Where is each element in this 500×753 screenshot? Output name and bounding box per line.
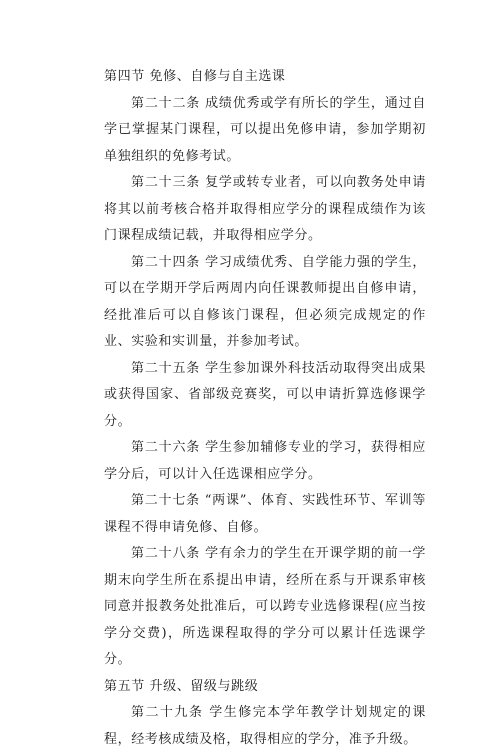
section-5-heading: 第五节 升级、留级与跳级: [104, 678, 259, 694]
document-body: [104, 64, 426, 753]
article-28: 第二十八条 学有余力的学生在开课学期的前一学期末向学生所在系提出申请，经所在系与开课系审核同意并报教务处批准后，可以跨专业选修课程(应当按学分交费)，所选课程取得的学分可以累计任选课学分。: [104, 546, 426, 667]
article-23: 第二十三条 复学或转专业者，可以向教务处申请将其以前考核合格并取得相应学分的课程成绩作为该门课程成绩记载，并取得相应学分。: [104, 175, 426, 243]
section-4-heading: 第四节 免修、自修与自主选课: [104, 69, 286, 84]
article-22: 第二十二条 成绩优秀或学有所长的学生，通过自学已掌握某门课程，可以提出免修申请，参加学期初单独组织的免修考试。: [104, 95, 426, 164]
article-25: 第二十五条 学生参加课外科技活动取得突出成果或获得国家、省部级竞赛奖，可以申请折算选修课学分。: [104, 360, 426, 429]
article-27: 第二十七条 “两课”、体育、实践性环节、军训等课程不得申请免修、自修。: [104, 493, 426, 535]
article-29: 第二十九条 学生修完本学年教学计划规定的课程，经考核成绩及格，取得相应的学分，准予升级。: [104, 705, 426, 747]
article-26: 第二十六条 学生参加辅修专业的学习，获得相应学分后，可以计入任选课相应学分。: [104, 440, 426, 482]
article-24: 第二十四条 学习成绩优秀、自学能力强的学生，可以在学期开学后两周内向任课教师提出自修申请，经批准后可以自修该门课程，但必须完成规定的作业、实验和实训量，并参加考试。: [104, 254, 426, 349]
